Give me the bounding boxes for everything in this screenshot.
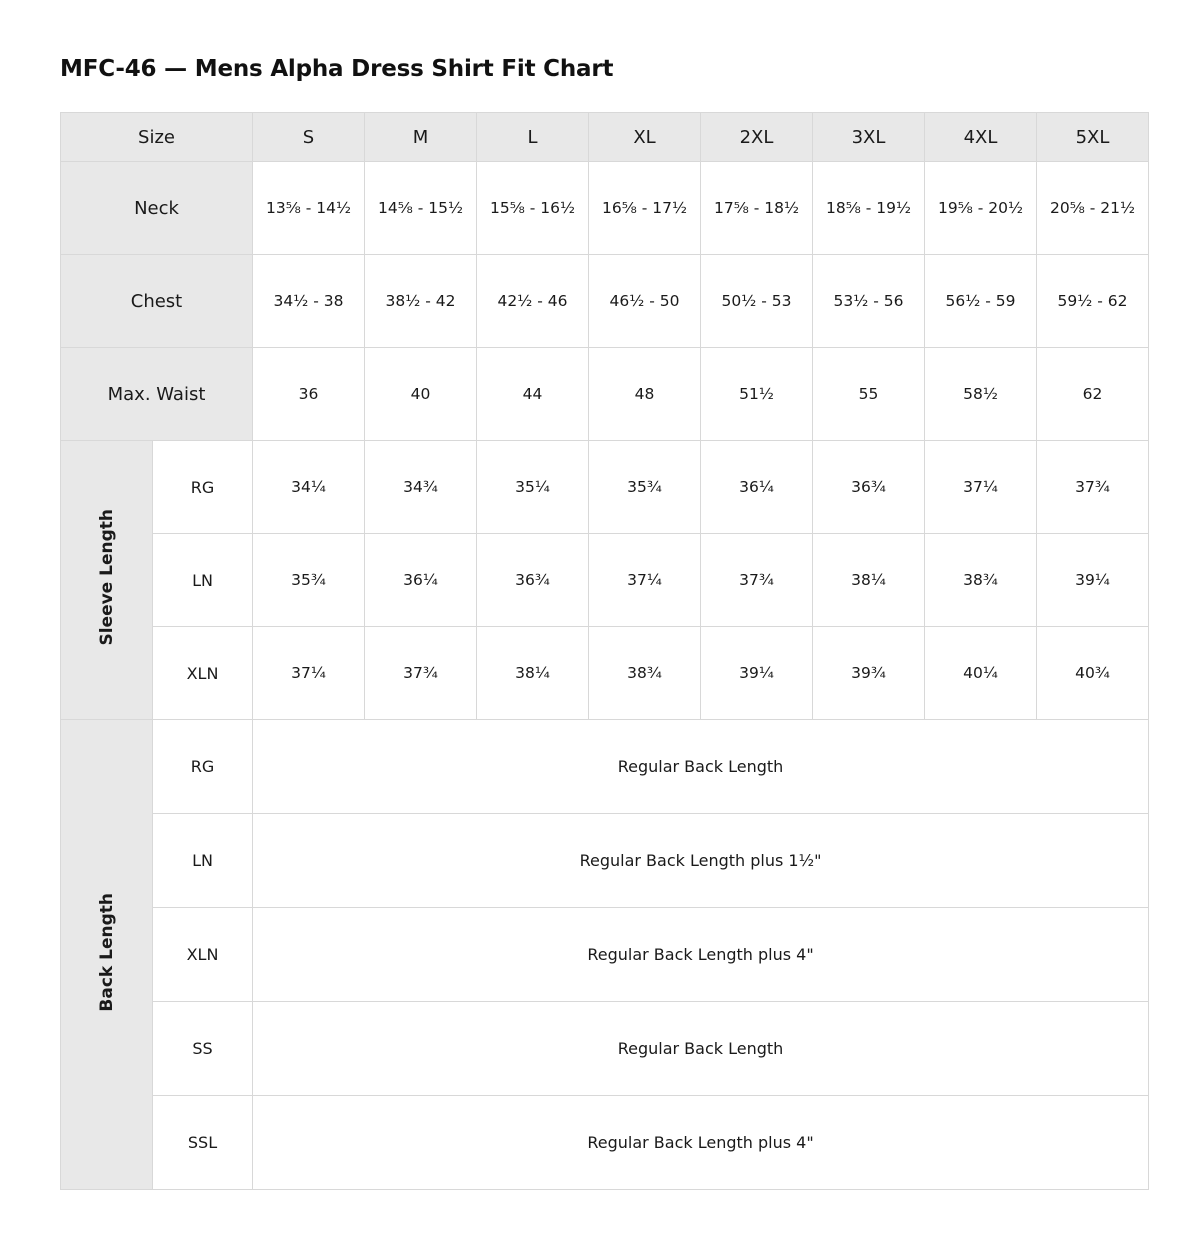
- chest-l: 42½ - 46: [477, 255, 589, 348]
- row-label-neck: Neck: [61, 162, 253, 255]
- column-header-2xl: 2XL: [701, 113, 813, 162]
- neck-4xl: 19⅝ - 20½: [925, 162, 1037, 255]
- chest-xl: 46½ - 50: [589, 255, 701, 348]
- back-row-label-xln: XLN: [153, 908, 253, 1002]
- page-title: MFC-46 — Mens Alpha Dress Shirt Fit Chart: [60, 56, 614, 82]
- table-row: [61, 255, 1149, 348]
- sleeve-ln-xl: 37¼: [589, 534, 701, 627]
- table-row: [61, 627, 1149, 720]
- sleeve-xln-m: 37¾: [365, 627, 477, 720]
- max-waist-4xl: 58½: [925, 348, 1037, 441]
- sleeve-ln-3xl: 38¼: [813, 534, 925, 627]
- max-waist-s: 36: [253, 348, 365, 441]
- sleeve-xln-5xl: 40¾: [1037, 627, 1149, 720]
- back-row-label-ssl: SSL: [153, 1096, 253, 1190]
- table-row: [61, 534, 1149, 627]
- neck-3xl: 18⅝ - 19½: [813, 162, 925, 255]
- sleeve-xln-s: 37¼: [253, 627, 365, 720]
- sleeve-xln-2xl: 39¼: [701, 627, 813, 720]
- sleeve-ln-4xl: 38¾: [925, 534, 1037, 627]
- back-length-rg-value: Regular Back Length: [253, 720, 1149, 814]
- sleeve-row-label-ln: LN: [153, 534, 253, 627]
- neck-2xl: 17⅝ - 18½: [701, 162, 813, 255]
- max-waist-2xl: 51½: [701, 348, 813, 441]
- max-waist-xl: 48: [589, 348, 701, 441]
- sleeve-xln-3xl: 39¾: [813, 627, 925, 720]
- sleeve-row-label-rg: RG: [153, 441, 253, 534]
- back-row-label-ln: LN: [153, 814, 253, 908]
- table-row: [61, 1096, 1149, 1190]
- sleeve-rg-2xl: 36¼: [701, 441, 813, 534]
- sleeve-rg-xl: 35¾: [589, 441, 701, 534]
- column-header-m: M: [365, 113, 477, 162]
- chest-2xl: 50½ - 53: [701, 255, 813, 348]
- sleeve-rg-3xl: 36¾: [813, 441, 925, 534]
- sleeve-ln-2xl: 37¾: [701, 534, 813, 627]
- sleeve-xln-4xl: 40¼: [925, 627, 1037, 720]
- table-row: [61, 162, 1149, 255]
- sleeve-row-label-xln: XLN: [153, 627, 253, 720]
- column-header-4xl: 4XL: [925, 113, 1037, 162]
- table-row: [61, 1002, 1149, 1096]
- chest-m: 38½ - 42: [365, 255, 477, 348]
- chest-3xl: 53½ - 56: [813, 255, 925, 348]
- row-label-max-waist: Max. Waist: [61, 348, 253, 441]
- back-length-xln-value: Regular Back Length plus 4": [253, 908, 1149, 1002]
- group-label-back-length-text: Back Length: [96, 892, 117, 1012]
- table-row: [61, 908, 1149, 1002]
- chest-5xl: 59½ - 62: [1037, 255, 1149, 348]
- neck-l: 15⅝ - 16½: [477, 162, 589, 255]
- back-row-label-ss: SS: [153, 1002, 253, 1096]
- group-label-sleeve-length: [61, 441, 153, 720]
- max-waist-m: 40: [365, 348, 477, 441]
- neck-s: 13⅝ - 14½: [253, 162, 365, 255]
- sleeve-ln-s: 35¾: [253, 534, 365, 627]
- neck-xl: 16⅝ - 17½: [589, 162, 701, 255]
- sleeve-ln-m: 36¼: [365, 534, 477, 627]
- table-header-row: [61, 113, 1149, 162]
- neck-5xl: 20⅝ - 21½: [1037, 162, 1149, 255]
- sleeve-rg-m: 34¾: [365, 441, 477, 534]
- table-row: [61, 348, 1149, 441]
- column-header-5xl: 5XL: [1037, 113, 1149, 162]
- column-header-l: L: [477, 113, 589, 162]
- sleeve-ln-l: 36¾: [477, 534, 589, 627]
- table-row: [61, 814, 1149, 908]
- table-row: [61, 441, 1149, 534]
- neck-m: 14⅝ - 15½: [365, 162, 477, 255]
- column-header-xl: XL: [589, 113, 701, 162]
- max-waist-5xl: 62: [1037, 348, 1149, 441]
- back-row-label-rg: RG: [153, 720, 253, 814]
- size-fit-chart-table: [60, 112, 1149, 1190]
- max-waist-3xl: 55: [813, 348, 925, 441]
- sleeve-xln-xl: 38¾: [589, 627, 701, 720]
- sleeve-ln-5xl: 39¼: [1037, 534, 1149, 627]
- sleeve-rg-s: 34¼: [253, 441, 365, 534]
- chest-4xl: 56½ - 59: [925, 255, 1037, 348]
- back-length-ln-value: Regular Back Length plus 1½": [253, 814, 1149, 908]
- table-row: [61, 720, 1149, 814]
- sleeve-rg-4xl: 37¼: [925, 441, 1037, 534]
- group-label-sleeve-length-text: Sleeve Length: [96, 509, 117, 646]
- sleeve-rg-l: 35¼: [477, 441, 589, 534]
- column-header-3xl: 3XL: [813, 113, 925, 162]
- sleeve-xln-l: 38¼: [477, 627, 589, 720]
- max-waist-l: 44: [477, 348, 589, 441]
- row-label-chest: Chest: [61, 255, 253, 348]
- back-length-ssl-value: Regular Back Length plus 4": [253, 1096, 1149, 1190]
- sleeve-rg-5xl: 37¾: [1037, 441, 1149, 534]
- chest-s: 34½ - 38: [253, 255, 365, 348]
- back-length-ss-value: Regular Back Length: [253, 1002, 1149, 1096]
- column-header-size: Size: [61, 113, 253, 162]
- group-label-back-length: [61, 720, 153, 1190]
- column-header-s: S: [253, 113, 365, 162]
